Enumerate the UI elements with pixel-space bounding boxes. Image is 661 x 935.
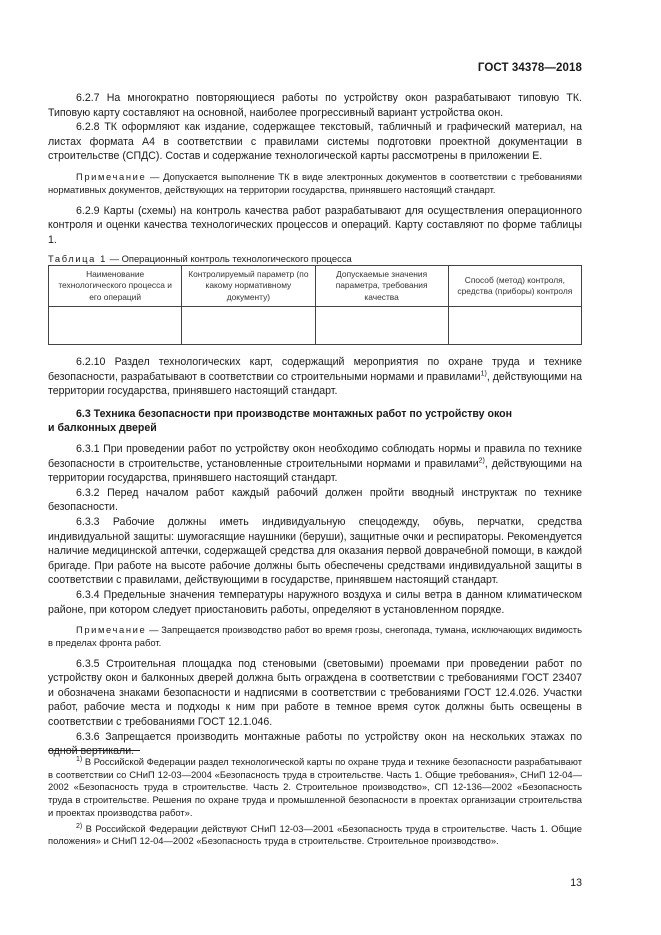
section-6-2-10-and-6-3 — [48, 355, 582, 759]
table-cell — [448, 307, 581, 345]
document-code-header: ГОСТ 34378—2018 — [477, 62, 582, 74]
paragraph-6-3-6: 6.3.6 Запрещается производить монтажные работы по устройству окон на нескольких этажах по одной вертикали. — [48, 730, 582, 758]
footnote-1 — [48, 756, 582, 820]
note-electronic-documents — [48, 171, 582, 197]
note-text: — Запрещается производство работ во время грозы, снегопада, тумана, исключающих видимость в пределах фронта работ. — [48, 624, 582, 648]
paragraph-text: 6.2.10 Раздел технологических карт, содержащий мероприятия по охране труда и технике безопасности, разрабатывают в соответствии со строительными нормами и правилами — [48, 356, 582, 383]
table-header-cell: Контролируемый параметр (по какому нормативному документу) — [182, 266, 315, 307]
footnote-text: В Российской Федерации действуют СНиП 12-03—2001 «Безопасность труда в строительстве. Часть 1. Общие положения» и СНиП 12-04—2002 «Безопасность труда в строительстве. Строительное производство». — [48, 822, 582, 847]
paragraph-6-3-4: 6.3.4 Предельные значения температуры наружного воздуха и силы ветра в данном климатическом районе, при котором следует приостановить работы, определяют в установленном порядке. — [48, 588, 582, 616]
note-label: Примечание — [76, 170, 147, 182]
footnote-ref: 2) — [478, 457, 485, 465]
section-6-2-block — [48, 91, 582, 247]
section-title-line: и балконных дверей — [48, 422, 157, 435]
footnote-mark: 2) — [76, 822, 83, 830]
table-empty-row — [49, 307, 582, 345]
paragraph-6-2-10 — [48, 355, 582, 399]
table-header-row — [49, 266, 582, 307]
paragraph-text: , действующими на территории государства, принявшего настоящий стандарт. — [48, 457, 582, 485]
section-title-line: 6.3 Техника безопасности при производстве монтажных работ по устройству окон — [76, 407, 513, 420]
note-text: — Допускается выполнение ТК в виде электронных документов в соответствии с требованиями нормативных документов, действующих на территории государства, принявшего настоящий стандарт. — [48, 170, 582, 195]
table-1 — [48, 265, 582, 345]
table-caption-text: — Операционный контроль технологического процесса — [106, 253, 352, 264]
note-label: Примечание — [76, 624, 147, 636]
section-6-3-title — [48, 407, 582, 436]
paragraph-6-3-5: 6.3.5 Строительная площадка под стеновыми (световыми) проемами при проведении работ по устройству окон и балконных дверей должна быть ограждена в соответствии с требованиями ГОСТ 23407 и обозначена знаками безопасности и надписями в соответствии с требованиями ГОСТ 12.4.026. Участки работ, рабочие места и подходы к ним при работе в темное время суток должны быть освещены в соответствии с требованиями ГОСТ 12.1.046. — [48, 657, 582, 729]
paragraph-text: , действующими на территории государства, принявшего настоящий стандарт. — [48, 370, 583, 398]
footnotes — [48, 756, 582, 848]
table-caption-label: Таблица 1 — [48, 253, 107, 264]
paragraph-6-3-3: 6.3.3 Рабочие должны иметь индивидуальную спецодежду, обувь, перчатки, средства индивидуальной защиты: шумогасящие наушники (беруши), защитные очки и респираторы. Рекомендуется наличие медицинской аптечки, содержащей средства для оказания первой доврачебной помощи, в каждой бригаде. При работе на высоте рабочие должны быть обеспечены средствами индивидуальной защиты в соответствии с правилами, действующими в государстве, принявшем настоящий стандарт. — [48, 515, 582, 587]
table-header-cell: Допускаемые значения параметра, требования качества — [315, 266, 448, 307]
note-weather-restriction — [48, 624, 582, 650]
table-header-cell: Наименование технологического процесса и его операций — [49, 266, 182, 307]
table-cell — [49, 307, 182, 345]
paragraph-6-2-9: 6.2.9 Карты (схемы) на контроль качества работ разрабатывают для осуществления операционного контроля и оценки качества технологических процессов и операций. Карту составляют по форме таблицы 1. — [48, 204, 582, 246]
paragraph-6-2-8: 6.2.8 ТК оформляют как издание, содержащее текстовый, табличный и графический материал, на листах формата А4 в соответствии с правилами системы подготовки проектной документации в строительстве (СПДС). Состав и содержание технологической карты рассмотрены в приложении Е. — [48, 121, 582, 163]
page-number: 13 — [570, 877, 582, 889]
paragraph-6-3-1 — [48, 442, 582, 486]
footnote-ref: 1) — [480, 370, 487, 378]
paragraph-text: 6.3.1 При проведении работ по устройству окон необходимо соблюдать нормы и правила по технике безопасности в строительстве, установленные строительными нормами и правилами — [48, 442, 582, 470]
footnote-mark: 1) — [76, 755, 83, 763]
footnote-2 — [48, 823, 582, 848]
paragraph-6-3-2: 6.3.2 Перед началом работ каждый рабочий должен пройти вводный инструктаж по технике безопасности. — [48, 486, 582, 514]
table-header-cell: Способ (метод) контроля, средства (приборы) контроля — [448, 266, 581, 307]
paragraph-6-2-7: 6.2.7 На многократно повторяющиеся работы по устройству окон разрабатывают типовую ТК. Типовую карту составляют на основной, наиболее прогрессивный вариант устройства окон. — [48, 92, 582, 119]
footnote-divider — [48, 750, 140, 751]
table-cell — [182, 307, 315, 345]
footnote-text: В Российской Федерации раздел технологической карты по охране труда и технике безопасности разрабатывают в соответствии со СНиП 12-03—2004 «Безопасность труда в строительстве. Часть 1. Общие требования», СНиП 12-04—2002 «Безопасность труда в строительстве. Часть 2. Строительное производство», СП 12-136—2002 «Безопасность труда в строительстве. Решения по охране труда и промышленной безопасности в проектах организации строительства и проектах производства работ». — [48, 756, 582, 818]
table-cell — [315, 307, 448, 345]
